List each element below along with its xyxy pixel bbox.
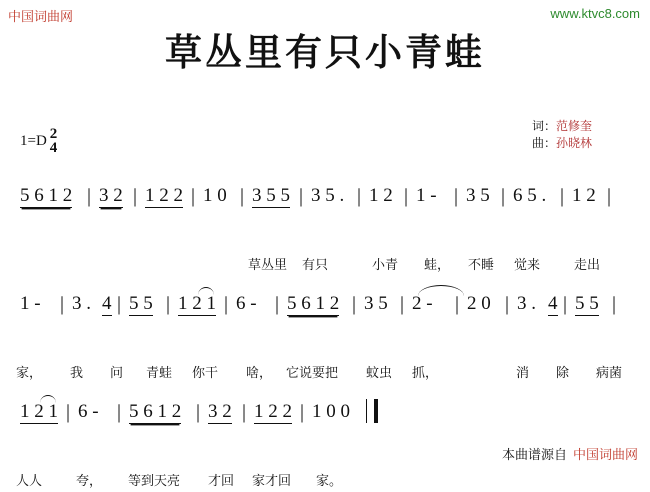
lyric-syllable: 走出 xyxy=(574,258,601,273)
lyricist-name: 范修奎 xyxy=(555,119,592,133)
note-group: 2 0 xyxy=(467,293,491,314)
lyric-syllable: 青蛙 xyxy=(146,366,173,381)
barline: | xyxy=(454,185,459,207)
notation-row xyxy=(0,402,650,436)
lyrics-row xyxy=(0,470,650,492)
barline: | xyxy=(117,293,122,315)
slur-mark xyxy=(198,287,214,295)
lyric-syllable: 消 xyxy=(516,366,530,381)
barline: | xyxy=(87,185,92,207)
barline: | xyxy=(300,401,305,423)
lyric-syllable: 家。 xyxy=(316,474,343,489)
footer-label: 本曲谱源自 xyxy=(501,448,567,463)
notation-row xyxy=(0,294,650,328)
note-group: 3 . xyxy=(72,293,91,314)
lyric-syllable: 人人 xyxy=(16,474,43,489)
note-group: 4 xyxy=(102,293,112,314)
lyric-syllable: 蚊虫 xyxy=(366,366,393,381)
lyric-syllable: 草丛里 xyxy=(248,258,288,273)
barline: | xyxy=(117,401,122,423)
final-barline xyxy=(366,399,378,423)
lyric-syllable: 等到天亮 xyxy=(128,474,181,489)
note-group: 3 2 xyxy=(99,185,123,206)
lyric-syllable: 你干 xyxy=(192,366,219,381)
score-line-2 xyxy=(0,293,650,381)
barline: | xyxy=(299,185,304,207)
composer-label: 曲： xyxy=(531,136,556,150)
page-title: 草丛里有只小青蛙 xyxy=(165,31,485,74)
barline: | xyxy=(352,293,357,315)
lyric-syllable: 不睡 xyxy=(468,258,495,273)
barline: | xyxy=(563,293,568,315)
note-group: 4 xyxy=(548,293,558,314)
lyric-syllable: 问 xyxy=(110,366,124,381)
lyric-syllable: 家， xyxy=(16,366,43,381)
note-group: 5 5 xyxy=(129,293,153,314)
barline: | xyxy=(60,293,65,315)
note-group: 1 2 2 xyxy=(145,185,183,206)
note-group: 3 2 xyxy=(208,401,232,422)
time-signature xyxy=(50,127,58,156)
composer-line xyxy=(532,135,592,152)
barline: | xyxy=(400,293,405,315)
note-group: 6 - xyxy=(78,401,99,422)
note-group: 2 - xyxy=(412,293,433,314)
note-group: 3 5 xyxy=(466,185,490,206)
key-label: 1=D xyxy=(20,132,47,149)
note-group: 1 2 1 xyxy=(178,293,216,314)
lyrics-row xyxy=(0,254,650,276)
note-group: 3 5 xyxy=(364,293,388,314)
lyric-syllable: 才回 xyxy=(208,474,235,489)
barline: | xyxy=(607,185,612,207)
lyric-syllable: 有只 xyxy=(302,258,329,273)
footer-source xyxy=(502,444,638,463)
notation-row xyxy=(0,186,650,220)
note-group: 3 . xyxy=(517,293,536,314)
site-url: www.ktvc8.com xyxy=(550,6,640,21)
note-group: 5 5 xyxy=(575,293,599,314)
score-line-1 xyxy=(0,185,650,273)
barline: | xyxy=(560,185,565,207)
barline: | xyxy=(166,293,171,315)
barline: | xyxy=(133,185,138,207)
lyricist-label: 词： xyxy=(531,119,556,133)
barline: | xyxy=(357,185,362,207)
note-group: 5 6 1 2 xyxy=(129,401,182,422)
lyric-syllable: 除 xyxy=(556,366,570,381)
lyric-syllable: 蛙， xyxy=(424,258,451,273)
lyric-syllable: 家才回 xyxy=(252,474,292,489)
note-group: 5 6 1 2 xyxy=(287,293,340,314)
lyric-syllable: 病菌 xyxy=(596,366,623,381)
lyric-syllable: 它说要把 xyxy=(286,366,339,381)
key-signature xyxy=(20,127,57,156)
note-group: 6 - xyxy=(236,293,257,314)
barline: | xyxy=(66,401,71,423)
barline: | xyxy=(501,185,506,207)
note-group: 1 - xyxy=(416,185,437,206)
time-signature-unit: 4 xyxy=(49,140,58,157)
note-group: 6 5 . xyxy=(513,185,547,206)
site-logo: 中国词曲网 xyxy=(8,10,74,25)
lyric-syllable: 抓， xyxy=(412,366,439,381)
footer-source-name: 中国词曲网 xyxy=(572,448,638,463)
lyric-syllable: 啥， xyxy=(246,366,273,381)
note-group: 1 - xyxy=(20,293,41,314)
lyric-syllable: 我 xyxy=(70,366,84,381)
barline: | xyxy=(224,293,229,315)
note-group: 1 2 xyxy=(572,185,596,206)
barline: | xyxy=(196,401,201,423)
barline: | xyxy=(275,293,280,315)
barline: | xyxy=(191,185,196,207)
note-group: 1 0 xyxy=(203,185,227,206)
barline: | xyxy=(242,401,247,423)
barline: | xyxy=(505,293,510,315)
slur-mark xyxy=(40,395,56,403)
credits-block xyxy=(532,118,592,152)
note-group: 5 6 1 2 xyxy=(20,185,73,206)
barline: | xyxy=(612,293,617,315)
composer-name: 孙晓林 xyxy=(555,136,592,150)
lyric-syllable: 夸， xyxy=(76,474,103,489)
note-group: 1 2 1 xyxy=(20,401,58,422)
barline: | xyxy=(455,293,460,315)
barline: | xyxy=(240,185,245,207)
lyric-syllable: 觉来 xyxy=(514,258,541,273)
note-group: 1 2 xyxy=(369,185,393,206)
note-group: 1 2 2 xyxy=(254,401,292,422)
time-signature-beats: 2 xyxy=(49,126,58,142)
note-group: 3 5 5 xyxy=(252,185,290,206)
note-group: 1 0 0 xyxy=(312,401,350,422)
lyrics-row xyxy=(0,362,650,384)
lyric-syllable: 小青 xyxy=(372,258,399,273)
barline: | xyxy=(404,185,409,207)
note-group: 3 5 . xyxy=(311,185,345,206)
lyricist-line xyxy=(532,118,592,135)
